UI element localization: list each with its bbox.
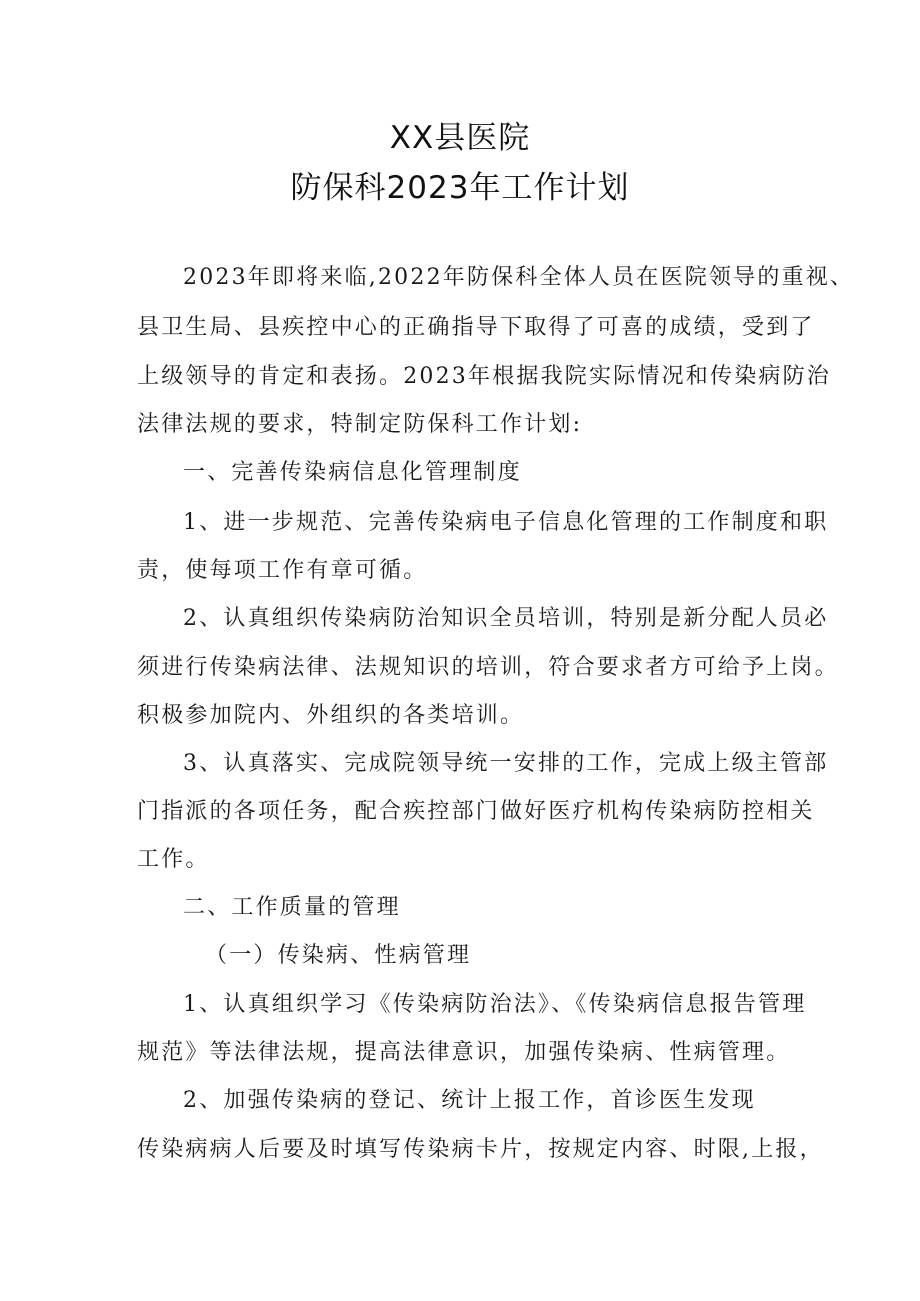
paragraph-line: 须进行传染病法律、法规知识的培训，符合要求者方可给予上岗。 — [137, 655, 839, 680]
paragraph-line: 2023年即将来临,2022年防保科全体人员在医院领导的重视、 — [183, 265, 855, 290]
paragraph-line: 工作。 — [137, 847, 210, 872]
paragraph-line: 1、进一步规范、完善传染病电子信息化管理的工作制度和职 — [183, 510, 829, 535]
subsection-heading: （一）传染病、性病管理 — [205, 943, 472, 968]
paragraph-line: 积极参加院内、外组织的各类培训。 — [137, 703, 525, 728]
paragraph-line: 法律法规的要求，特制定防保科工作计划: — [137, 412, 583, 437]
paragraph-line: 2、认真组织传染病防治知识全员培训，特别是新分配人员必 — [183, 606, 829, 631]
paragraph-line: 责，使每项工作有章可循。 — [137, 558, 428, 583]
document-title-hospital: XX县医院 — [389, 120, 531, 156]
paragraph-line: 县卫生局、县疾控中心的正确指导下取得了可喜的成绩，受到了 — [137, 315, 815, 340]
paragraph-line: 上级领导的肯定和表扬。2023年根据我院实际情况和传染病防治 — [137, 364, 831, 389]
paragraph-line: 1、认真组织学习《传染病防治法》、《传染病信息报告管理 — [183, 992, 807, 1017]
document-title-plan: 防保科2023年工作计划 — [290, 170, 630, 206]
paragraph-line: 3、认真落实、完成院领导统一安排的工作，完成上级主管部 — [183, 751, 829, 776]
paragraph-line: 传染病病人后要及时填写传染病卡片，按规定内容、时限,上报， — [137, 1137, 824, 1162]
paragraph-line: 门指派的各项任务，配合疾控部门做好医疗机构传染病防控相关 — [137, 799, 815, 824]
paragraph-line: 规范》等法律法规，提高法律意识，加强传染病、性病管理。 — [137, 1040, 791, 1065]
paragraph-line: 2、加强传染病的登记、统计上报工作，首诊医生发现 — [183, 1088, 756, 1113]
section-heading: 一、完善传染病信息化管理制度 — [183, 460, 522, 485]
section-heading: 二、工作质量的管理 — [183, 895, 401, 920]
